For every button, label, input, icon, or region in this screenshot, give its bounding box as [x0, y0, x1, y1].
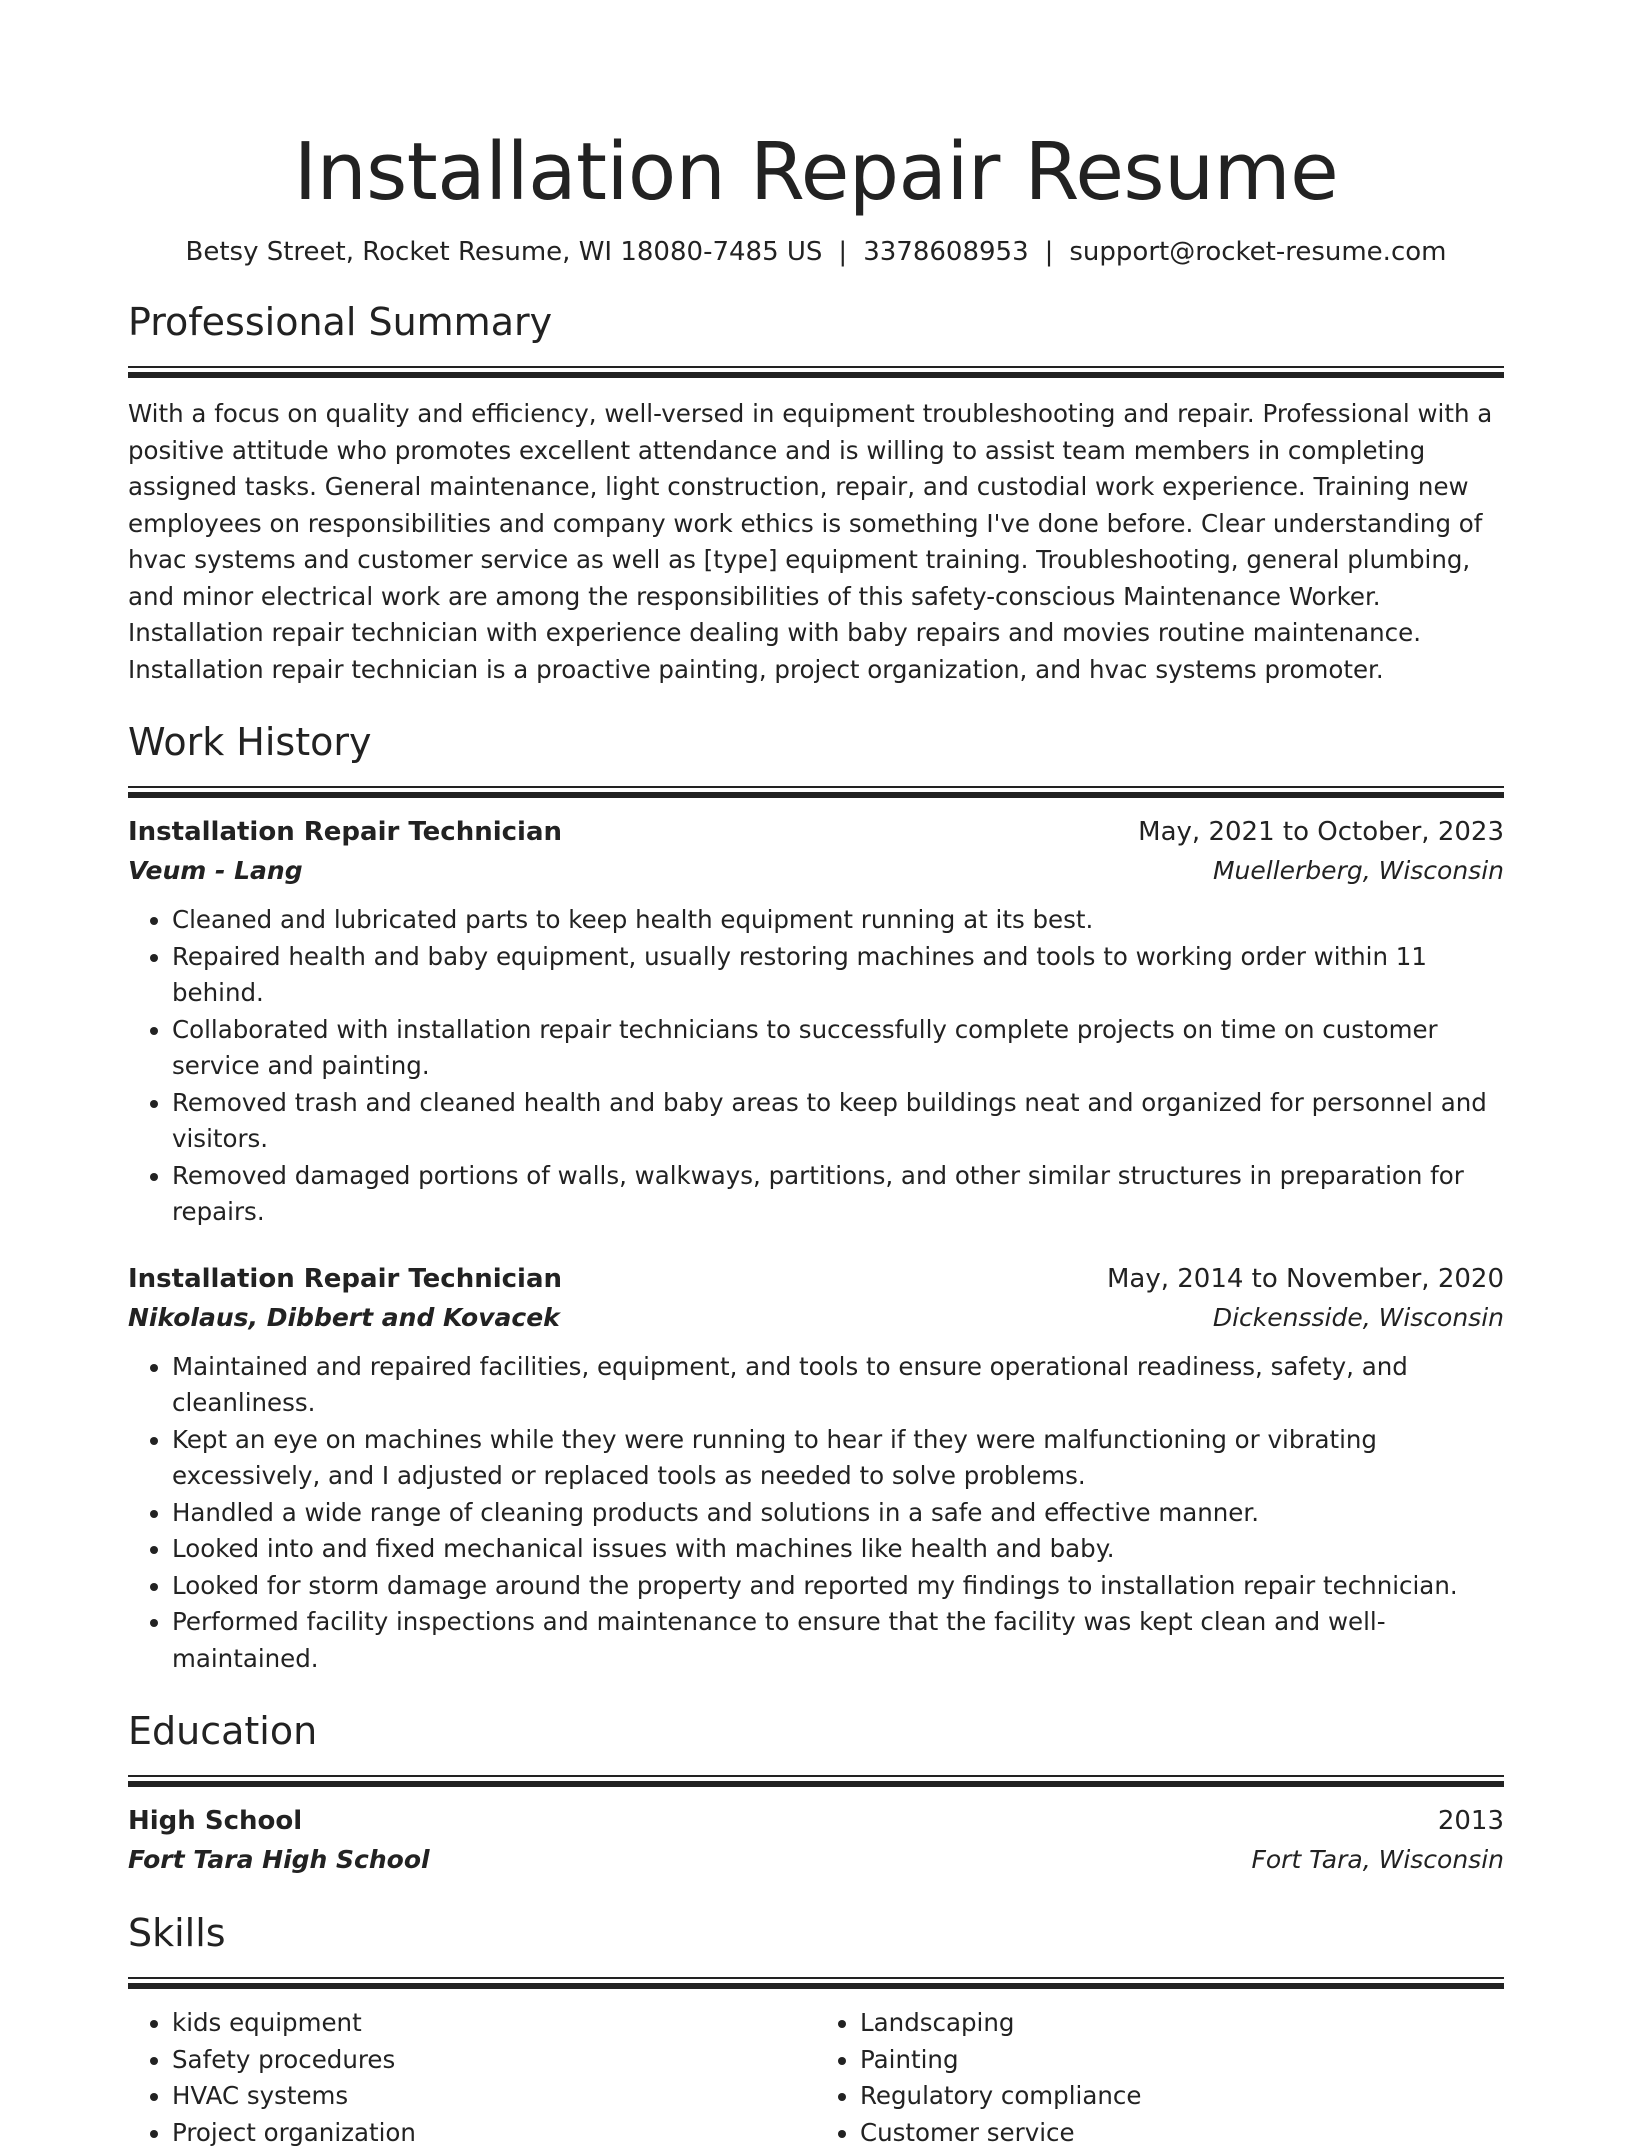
education-heading: Education: [128, 1707, 1504, 1755]
summary-heading: Professional Summary: [128, 298, 1504, 346]
job-location: Dickensside, Wisconsin: [1213, 1299, 1504, 1337]
section-divider-thin: [128, 1775, 1504, 1777]
resume-content: [128, 122, 1504, 2151]
section-divider-thin: [128, 786, 1504, 788]
skills-list-left: [128, 2005, 816, 2151]
contact-separator: |: [838, 237, 847, 267]
job-location: Muellerberg, Wisconsin: [1213, 852, 1504, 890]
list-item: • Handled a wide range of cleaning products and solutions in a safe and effective manner.: [172, 1495, 1504, 1532]
job-company-row: [128, 852, 1504, 890]
section-divider-thick: [128, 1983, 1504, 1989]
list-item: • Removed damaged portions of walls, walkways, partitions, and other similar structures in preparation for repairs.: [172, 1158, 1504, 1231]
job-company: Nikolaus, Dibbert and Kovacek: [128, 1299, 560, 1337]
skill-item: • Safety procedures: [172, 2042, 816, 2079]
job-bullets: [128, 902, 1504, 1231]
resume-title: Installation Repair Resume: [128, 122, 1504, 222]
contact-address: Betsy Street, Rocket Resume, WI 18080-7485 US: [186, 237, 823, 267]
work-heading: Work History: [128, 718, 1504, 766]
work-section: [128, 718, 1504, 1677]
contact-phone: 3378608953: [863, 237, 1028, 267]
list-item: • Collaborated with installation repair technicians to successfully complete projects on time on customer service and painting.: [172, 1012, 1504, 1085]
job-company: Veum - Lang: [128, 852, 303, 890]
skill-item: • HVAC systems: [172, 2078, 816, 2115]
skills-grid: [128, 2005, 1504, 2151]
job-company-row: [128, 1299, 1504, 1337]
education-school: Fort Tara High School: [128, 1841, 430, 1879]
job-dates: May, 2014 to November, 2020: [1107, 1259, 1504, 1299]
contact-email: support@rocket-resume.com: [1069, 237, 1446, 267]
list-item: • Maintained and repaired facilities, equipment, and tools to ensure operational readiness, safety, and cleanliness.: [172, 1349, 1504, 1422]
job-entry: [128, 812, 1504, 1231]
job-dates: May, 2021 to October, 2023: [1138, 812, 1504, 852]
list-item: • Cleaned and lubricated parts to keep health equipment running at its best.: [172, 902, 1504, 939]
education-degree: High School: [128, 1801, 302, 1841]
list-item: • Removed trash and cleaned health and baby areas to keep buildings neat and organized for personnel and visitors.: [172, 1085, 1504, 1158]
education-year: 2013: [1438, 1801, 1504, 1841]
list-item: • Performed facility inspections and maintenance to ensure that the facility was kept clean and well-maintained.: [172, 1604, 1504, 1677]
summary-text: With a focus on quality and efficiency, well-versed in equipment troubleshooting and repair. Professional with a positive attitude who promotes excellent attendance and is willing to assist team members in completing assigned tasks. General maintenance, light construction, repair, and custodial work experience. Training new employees on responsibilities and company work ethics is something I've done before. Clear understanding of hvac systems and customer service as well as [type] equipment training. Troubleshooting, general plumbing, and minor electrical work are among the responsibilities of this safety-conscious Maintenance Worker. Installation repair technician with experience dealing with baby repairs and movies routine maintenance. Installation repair technician is a proactive painting, project organization, and hvac systems promoter.: [128, 396, 1504, 688]
skill-item: • Customer service: [860, 2115, 1504, 2151]
job-entry: [128, 1259, 1504, 1678]
skill-item: • Project organization: [172, 2115, 816, 2151]
list-item: • Looked into and fixed mechanical issues with machines like health and baby.: [172, 1531, 1504, 1568]
job-title: Installation Repair Technician: [128, 1259, 562, 1299]
job-header-row: [128, 1259, 1504, 1299]
education-section: [128, 1707, 1504, 1879]
section-divider-thick: [128, 1781, 1504, 1787]
skill-item: • Regulatory compliance: [860, 2078, 1504, 2115]
section-divider-thick: [128, 792, 1504, 798]
section-divider-thin: [128, 1977, 1504, 1979]
summary-section: [128, 298, 1504, 688]
education-school-row: [128, 1841, 1504, 1879]
contact-line: [128, 234, 1504, 270]
job-bullets: [128, 1349, 1504, 1678]
job-header-row: [128, 812, 1504, 852]
section-divider-thick: [128, 372, 1504, 378]
skill-item: • Landscaping: [860, 2005, 1504, 2042]
education-header-row: [128, 1801, 1504, 1841]
list-item: • Looked for storm damage around the property and reported my findings to installation repair technician.: [172, 1568, 1504, 1605]
skills-heading: Skills: [128, 1909, 1504, 1957]
skills-list-right: [816, 2005, 1504, 2151]
education-location: Fort Tara, Wisconsin: [1251, 1841, 1504, 1879]
job-title: Installation Repair Technician: [128, 812, 562, 852]
contact-separator: |: [1045, 237, 1054, 267]
list-item: • Repaired health and baby equipment, usually restoring machines and tools to working order within 11 behind.: [172, 939, 1504, 1012]
skills-section: [128, 1909, 1504, 2151]
section-divider-thin: [128, 366, 1504, 368]
list-item: • Kept an eye on machines while they were running to hear if they were malfunctioning or vibrating excessively, and I adjusted or replaced tools as needed to solve problems.: [172, 1422, 1504, 1495]
education-entry: [128, 1801, 1504, 1879]
skill-item: • Painting: [860, 2042, 1504, 2079]
skill-item: • kids equipment: [172, 2005, 816, 2042]
